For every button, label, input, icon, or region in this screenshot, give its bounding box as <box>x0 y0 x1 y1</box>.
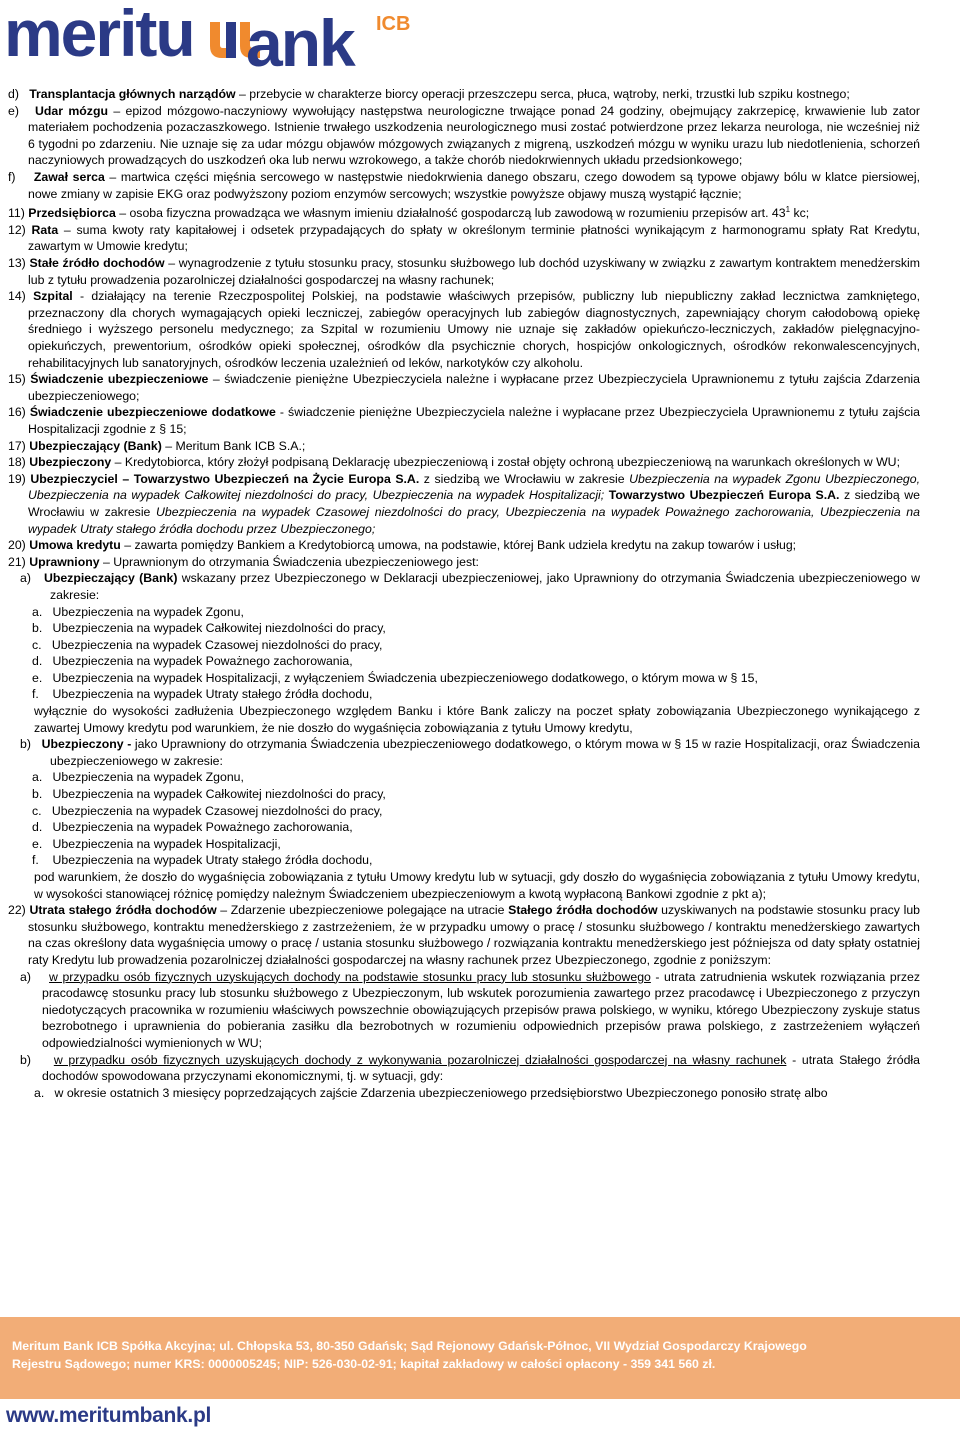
item-20: 20) Umowa kredytu – zawarta pomiędzy Bankiem a Kredytobiorcą umowa, na podstawie, której Bank udziela kredytu na zakup towarów i usług; <box>8 538 797 553</box>
item-e: e) Udar mózgu – epizod mózgowo-naczyniowy wywołujący następstwa neurologiczne trwające ponad 24 godziny, obejmujący zakrzepicę, krwawienie lub zator materiałem pochodzenia pozaczaszkowego. Istnienie trwałego uszkodzenia neurologicznego musi zostać potwierdzone przez lekarza neurologa, nie wcześniej niż 6 tygodni po zdarzeniu. Nie uznaje się za udar mózgu objawów mózgowych związanych z migreną, uszkodzeń mózgu w wyniku urazu lub niedotlenienia, schorzeń naczyniowych prowadzących do uszkodzeń oka lub nerwu wzrokowego, a także chorób niedokrwiennych układu przedsionkowego; <box>8 103 920 168</box>
list-item: c. Ubezpieczenia na wypadek Czasowej niezdolności do pracy, <box>32 803 383 818</box>
list-item: b. Ubezpieczenia na wypadek Całkowitej niezdolności do pracy, <box>32 787 386 802</box>
footer-website-link[interactable]: www.meritumbank.pl <box>6 1404 212 1427</box>
list-item: f. Ubezpieczenia na wypadek Utraty stałego źródła dochodu, <box>32 687 373 702</box>
page-header <box>0 0 960 80</box>
item-21a-list <box>8 604 920 704</box>
item-15: 15) Świadczenie ubezpieczeniowe – świadczenie pieniężne Ubezpieczyciela należne i wypłacane przez Ubezpieczyciela Uprawnionemu z tytułu zajścia Zdarzenia ubezpieczeniowego; <box>8 372 920 403</box>
meritum-bank-logo <box>0 0 420 80</box>
item-16: 16) Świadczenie ubezpieczeniowe dodatkowe - świadczenie pieniężne Ubezpieczyciela należne i wypłacane przez Ubezpieczyciela Uprawnionemu z tytułu zajścia Hospitalizacji zgodnie z § 15; <box>8 405 920 436</box>
footer-band <box>0 1317 960 1399</box>
svg-text:meritu: meritu <box>4 0 194 70</box>
item-21b: b) Ubezpieczony - jako Uprawniony do otrzymania Świadczenia ubezpieczeniowego dodatkowego, o którym mowa w § 15 w razie Hospitalizacji, oraz Świadczenia ubezpieczeniowego w zakresie: <box>20 737 920 768</box>
item-22b-a: a. w okresie ostatnich 3 miesięcy poprzedzających zajście Zdarzenia ubezpieczeniowego przedsiębiorstwo Ubezpieczonego ponosiło stratę albo <box>34 1085 828 1100</box>
list-item: b. Ubezpieczenia na wypadek Całkowitej niezdolności do pracy, <box>32 621 386 636</box>
list-item: d. Ubezpieczenia na wypadek Poważnego zachorowania, <box>32 820 353 835</box>
svg-text:ank: ank <box>246 6 354 80</box>
list-item: a. Ubezpieczenia na wypadek Zgonu, <box>32 770 244 785</box>
item-18: 18) Ubezpieczony – Kredytobiorca, który złożył podpisaną Deklarację ubezpieczeniową i został objęty ochroną ubezpieczeniową na warunkach określonych w WU; <box>8 455 900 470</box>
footer-company-line2: Rejestru Sądowego; numer KRS: 0000005245; NIP: 526-030-02-91; kapitał zakładowy w całości opłacony - 359 341 560 zł. <box>12 1357 716 1371</box>
item-21: 21) Uprawniony – Uprawnionym do otrzymania Świadczenia ubezpieczeniowego jest: <box>8 554 479 569</box>
item-13: 13) Stałe źródło dochodów – wynagrodzenie z tytułu stosunku pracy, stosunku służbowego lub dochód uzyskiwany w związku z zawartym kontraktem menedżerskim lub z tytułu prowadzenia pozarolniczej działalności gospodarczej na własny rachunek; <box>8 256 920 287</box>
list-item: d. Ubezpieczenia na wypadek Poważnego zachorowania, <box>32 654 353 669</box>
item-19: 19) Ubezpieczyciel – Towarzystwo Ubezpieczeń na Życie Europa S.A. z siedzibą we Wrocławiu w zakresie Ubezpieczenia na wypadek Zgonu Ubezpieczonego, Ubezpieczenia na wypadek Całkowitej niezdolności do pracy, Ubezpieczenia na wypadek Hospitalizacji; Towarzystwo Ubezpieczeń Europa S.A. z siedzibą we Wrocławiu w zakresie Ubezpieczenia na wypadek Czasowej niezdolności do pracy, Ubezpieczenia na wypadek Poważnego zachorowania, Ubezpieczenia na wypadek Utraty stałego źródła dochodu przez Ubezpieczonego; <box>8 471 921 536</box>
list-item: f. Ubezpieczenia na wypadek Utraty stałego źródła dochodu, <box>32 853 373 868</box>
icb-badge: ICB <box>376 13 411 35</box>
item-f: f) Zawał serca – martwica części mięśnia sercowego w następstwie niedokrwienia danego obszaru, czego dowodem są typowe objawy bólu w klatce piersiowej, nowe zmiany w zapisie EKG oraz podwyższony poziom enzymów sercowych; wszystkie powyższe objawy muszą wystąpić łącznie; <box>8 169 920 201</box>
item-21b-list <box>8 769 920 869</box>
list-item: e. Ubezpieczenia na wypadek Hospitalizacji, <box>32 836 281 851</box>
list-item: e. Ubezpieczenia na wypadek Hospitalizacji, z wyłączeniem Świadczenia ubezpieczeniowego dodatkowego, o którym mowa w § 15, <box>32 670 758 685</box>
item-22b: b) w przypadku osób fizycznych uzyskujących dochody z wykonywania pozarolniczej działalności gospodarczej na własny rachunek - utrata Stałego źródła dochodów spowodowana przyczynami ekonomicznymi, tj. w sytuacji, gdy: <box>20 1052 921 1084</box>
item-11: 11) Przedsiębiorca – osoba fizyczna prowadząca we własnym imieniu działalność gospodarczą lub zawodową w rozumieniu przepisów art. $43^1$ kc; <box>8 205 810 221</box>
item-22a: a) w przypadku osób fizycznych uzyskujących dochody na podstawie stosunku pracy lub stosunku służbowego - utrata zatrudnienia wskutek rozwiązania przez pracodawcę stosunku pracy lub stosunku służbowego z Ubezpieczonym, lub wskutek porozumienia zawartego przez pracodawcę i Ubezpieczonego z przyczyn niedotyczących pracownika w rozumieniu właściwych powszechnie obowiązujących przepisów prawa polskiego, w wyniku, którego Ubezpieczony zyskuje status bezrobotnego i uprawnienia do pobierania zasiłku dla bezrobotnych w rozumieniu odpowiednich przepisów prawa polskiego, z zastrzeżeniem wyłączeń odpowiedzialności wymienionych w WU; <box>20 969 920 1050</box>
footer-company-line1: Meritum Bank ICB Spółka Akcyjna; ul. Chłopska 53, 80-350 Gdańsk; Sąd Rejonowy Gdańsk-Północ, VII Wydział Gospodarczy Krajowego <box>12 1339 807 1353</box>
document-body <box>8 86 920 1101</box>
item-22: 22) Utrata stałego źródła dochodów – Zdarzenie ubezpieczeniowe polegające na utracie Stałego źródła dochodów uzyskiwanych na podstawie stosunku pracy lub stosunku służbowego, kontraktu menedżerskiego z zastrzeżeniem, że w przypadku umowy o pracę / stosunku służbowego / kontraktu menedżerskiego zawartych na czas określony data wygaśnięcia umowy o pracę / ustania stosunku służbowego / rozwiązania kontraktu menedżerskiego jest późniejsza od daty spłaty ostatniej raty Kredytu lub prowadzenia pozarolniczej działalności gospodarczej na własny rachunek przez Ubezpieczonego, zgodnie z poniższym: <box>8 903 920 967</box>
item-14: 14) Szpital - działający na terenie Rzeczpospolitej Polskiej, na podstawie właściwych przepisów, publiczny lub niepubliczny zakład lecznictwa zamkniętego, przeznaczony dla chorych wymagających opieki leczniczej, zabiegów operacyjnych lub zabiegów diagnostycznych, zapewniający chorym całodobową opiekę średniego i wyższego personelu medycznego; za Szpital w rozumieniu Umowy nie uznaje się zakładów opiekuńczo-leczniczych, zakładów pielęgnacyjno-opiekuńczych, prewentorium, ośrodków opieki społecznej, ośrodków dla psychicznie chorych, hospicjów onkologicznych, ośrodków rekonwalescencyjnych, rehabilitacyjnych lub sanatoryjnych, ośrodków leczenia uzależnień od leków, narkotyków czy alkoholu. <box>8 289 921 370</box>
item-17: 17) Ubezpieczający (Bank) – Meritum Bank ICB S.A.; <box>8 438 306 453</box>
item-21b-condition: pod warunkiem, że doszło do wygaśnięcia zobowiązania z tytułu Umowy kredytu lub w sytuacji, gdy doszło do wygaśnięcia zobowiązania z tytułu Umowy kredytu, w wysokości stanowiącej różnicę pomiędzy należnym Świadczeniem ubezpieczeniowym a kwotą wypłaconą Bankowi zgodnie z pkt a); <box>34 870 920 901</box>
list-item: a. Ubezpieczenia na wypadek Zgonu, <box>32 604 244 619</box>
item-21a-condition: wyłącznie do wysokości zadłużenia Ubezpieczonego względem Banku i które Bank zaliczy na poczet spłaty zobowiązania Ubezpieczonego wynikającego z zawartej Umowy kredytu pod warunkiem, że nie doszło do wygaśnięcia zobowiązania z tytułu Umowy kredytu, <box>34 704 920 735</box>
item-21a: a) Ubezpieczający (Bank) wskazany przez Ubezpieczonego w Deklaracji ubezpieczeniowej, jako Uprawniony do otrzymania Świadczenia ubezpieczeniowego w zakresie: <box>20 571 920 602</box>
list-item: c. Ubezpieczenia na wypadek Czasowej niezdolności do pracy, <box>32 637 383 652</box>
item-d: d) Transplantacja głównych narządów – przebycie w charakterze biorcy operacji przeszczepu serca, płuca, wątroby, nerki, trzustki lub szpiku kostnego; <box>8 87 850 101</box>
item-12: 12) Rata – suma kwoty raty kapitałowej i odsetek przypadających do spłaty w określonym terminie płatności wynikającym z harmonogramu spłaty Rat Kredytu, zawartym w Umowie kredytu; <box>8 222 921 254</box>
